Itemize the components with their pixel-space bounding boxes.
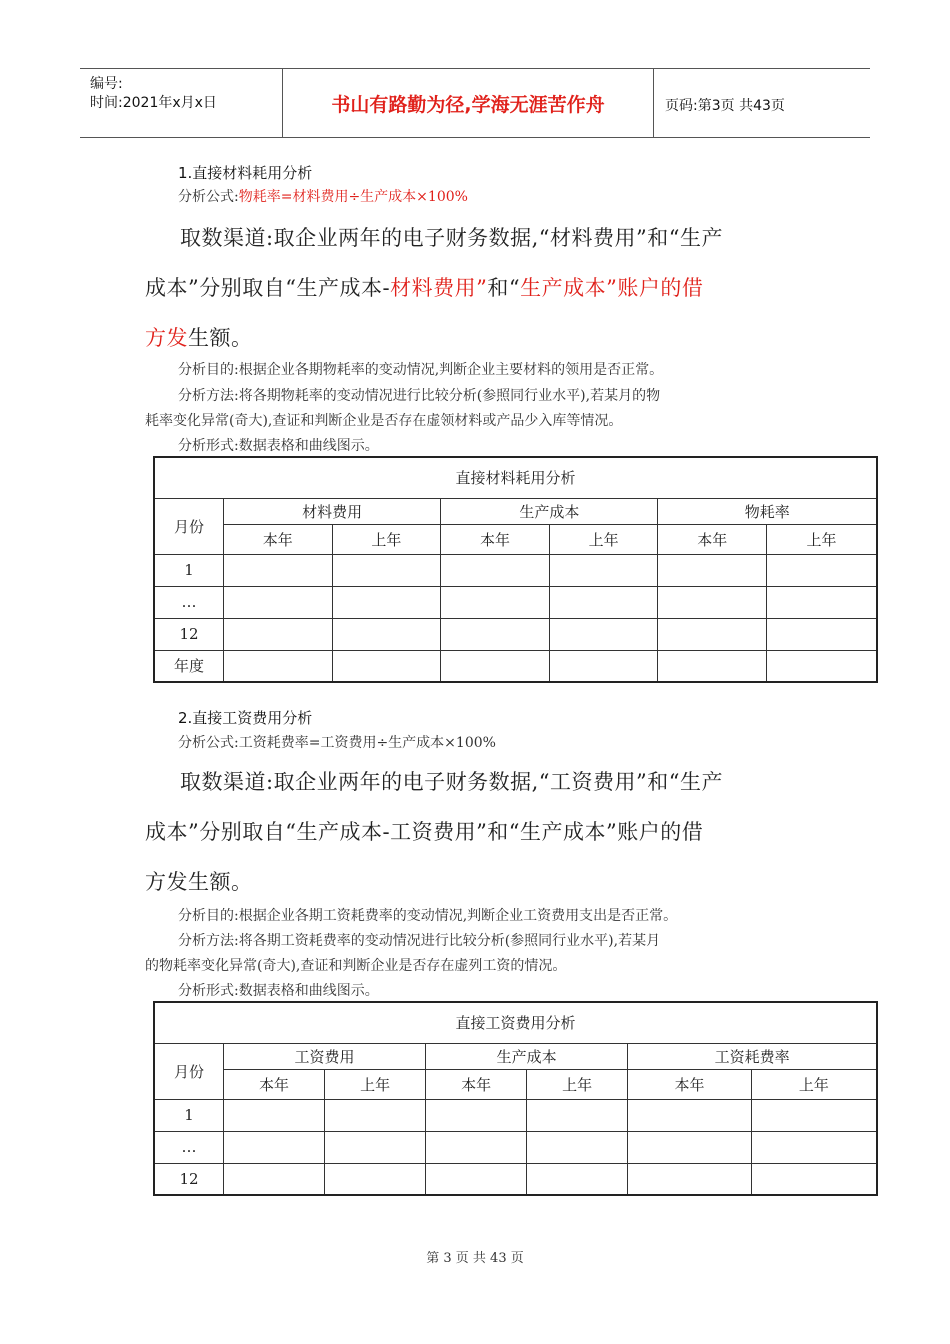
table-title: 直接工资费用分析 <box>154 1002 877 1043</box>
table-row <box>154 1131 877 1163</box>
table-cell <box>332 554 441 586</box>
header-info-cell <box>80 69 283 137</box>
table-cell <box>628 1131 752 1163</box>
table-cell <box>224 554 333 586</box>
sub-header: 本年 <box>224 524 333 554</box>
sub-header: 本年 <box>441 524 550 554</box>
table-cell <box>426 1099 527 1131</box>
page-header <box>80 68 870 138</box>
table-cell <box>767 618 877 650</box>
section2-purpose: 分析目的:根据企业各期工资耗费率的变动情况,判断企业工资费用支出是否正常。 <box>178 908 678 924</box>
table-cell <box>549 586 658 618</box>
group-header: 材料费用 <box>224 498 441 524</box>
table-cell <box>628 1163 752 1195</box>
table-cell <box>441 650 550 682</box>
section2-title: 2.直接工资费用分析 <box>178 709 313 727</box>
formula-text: 物耗率=材料费用÷生产成本×100% <box>238 189 468 205</box>
table-cell <box>549 618 658 650</box>
row-label: 1 <box>154 554 224 586</box>
table-row <box>154 586 877 618</box>
table-cell <box>658 618 767 650</box>
group-header: 生产成本 <box>441 498 658 524</box>
table-cell <box>224 1099 325 1131</box>
section2-source-line2: 成本”分别取自“生产成本-工资费用”和“生产成本”账户的借 <box>145 820 704 844</box>
source-text: 成本”分别取自“生产成本- <box>145 276 391 300</box>
row-label: … <box>154 1131 224 1163</box>
page-info: 页码:第3页 共43页 <box>665 98 785 114</box>
source-text: 和“ <box>487 276 521 300</box>
section2-source-line3: 方发生额。 <box>145 870 253 894</box>
wage-analysis-table <box>153 1001 878 1196</box>
table-cell <box>658 554 767 586</box>
table-cell <box>549 650 658 682</box>
row-label: 12 <box>154 618 224 650</box>
section1-form: 分析形式:数据表格和曲线图示。 <box>178 438 379 454</box>
section2-method-line2: 的物耗率变化异常(奇大),查证和判断企业是否存在虚列工资的情况。 <box>145 958 567 974</box>
table-cell <box>527 1163 628 1195</box>
sub-header: 本年 <box>224 1069 325 1099</box>
section1-purpose: 分析目的:根据企业各期物耗率的变动情况,判断企业主要材料的领用是否正常。 <box>178 362 664 378</box>
table-row <box>154 618 877 650</box>
sub-header: 上年 <box>549 524 658 554</box>
table-title: 直接材料耗用分析 <box>154 457 877 498</box>
table-cell <box>549 554 658 586</box>
section1-source-line3 <box>145 322 253 352</box>
source-text: 生额。 <box>188 326 253 350</box>
table-cell <box>767 650 877 682</box>
table-cell <box>767 586 877 618</box>
table-cell <box>628 1099 752 1131</box>
section2-source-line1: 取数渠道:取企业两年的电子财务数据,“工资费用”和“生产 <box>180 770 723 794</box>
table-cell <box>751 1163 877 1195</box>
table-cell <box>751 1131 877 1163</box>
month-header: 月份 <box>154 1043 224 1099</box>
row-label: 12 <box>154 1163 224 1195</box>
section1-formula <box>178 186 468 206</box>
material-analysis-table <box>153 456 878 683</box>
table-cell <box>658 650 767 682</box>
table-cell <box>441 618 550 650</box>
table-cell <box>325 1163 426 1195</box>
sub-header: 上年 <box>332 524 441 554</box>
sub-header: 上年 <box>767 524 877 554</box>
row-label: 1 <box>154 1099 224 1131</box>
table-cell <box>325 1099 426 1131</box>
table-cell <box>527 1131 628 1163</box>
page-footer: 第 3 页 共 43 页 <box>426 1251 524 1266</box>
table-cell <box>224 1131 325 1163</box>
table-cell <box>441 586 550 618</box>
table-row <box>154 1099 877 1131</box>
sub-header: 本年 <box>426 1069 527 1099</box>
group-header: 工资费用 <box>224 1043 426 1069</box>
table-row <box>154 1163 877 1195</box>
table-cell <box>332 650 441 682</box>
sub-header: 本年 <box>628 1069 752 1099</box>
source-highlight: 材料费用” <box>390 276 488 300</box>
table-cell <box>426 1131 527 1163</box>
section1-source-line2 <box>145 272 703 302</box>
table-cell <box>767 554 877 586</box>
source-highlight: 方发 <box>145 326 188 350</box>
table-cell <box>751 1099 877 1131</box>
time-label: 时间:2021年x月x日 <box>90 95 217 111</box>
table-cell <box>325 1131 426 1163</box>
sub-header: 上年 <box>325 1069 426 1099</box>
sub-header: 上年 <box>751 1069 877 1099</box>
table-cell <box>441 554 550 586</box>
table-cell <box>224 618 333 650</box>
row-label: 年度 <box>154 650 224 682</box>
month-header: 月份 <box>154 498 224 554</box>
sub-header: 本年 <box>658 524 767 554</box>
table-cell <box>426 1163 527 1195</box>
table-cell <box>224 586 333 618</box>
group-header: 生产成本 <box>426 1043 628 1069</box>
source-highlight: 生产成本”账户的借 <box>520 276 704 300</box>
row-label: … <box>154 586 224 618</box>
table-cell <box>332 618 441 650</box>
table-row <box>154 554 877 586</box>
table-row <box>154 650 877 682</box>
sub-header: 上年 <box>527 1069 628 1099</box>
group-header: 工资耗费率 <box>628 1043 877 1069</box>
section1-source-line1: 取数渠道:取企业两年的电子财务数据,“材料费用”和“生产 <box>180 226 723 250</box>
table-cell <box>658 586 767 618</box>
motto: 书山有路勤为径,学海无涯苦作舟 <box>283 69 654 137</box>
section2-form: 分析形式:数据表格和曲线图示。 <box>178 983 379 999</box>
section2-formula: 分析公式:工资耗费率=工资费用÷生产成本×100% <box>178 735 496 751</box>
table-cell <box>224 650 333 682</box>
formula-label: 分析公式: <box>178 189 239 205</box>
section1-title: 1.直接材料耗用分析 <box>178 164 313 182</box>
table-cell <box>527 1099 628 1131</box>
table-cell <box>332 586 441 618</box>
section2-method-line1: 分析方法:将各期工资耗费率的变动情况进行比较分析(参照同行业水平),若某月 <box>178 933 661 949</box>
section1-method-line2: 耗率变化异常(奇大),查证和判断企业是否存在虚领材料或产品少入库等情况。 <box>145 413 623 429</box>
table-cell <box>224 1163 325 1195</box>
section1-method-line1: 分析方法:将各期物耗率的变动情况进行比较分析(参照同行业水平),若某月的物 <box>178 388 661 404</box>
group-header: 物耗率 <box>658 498 877 524</box>
number-label: 编号: <box>90 76 123 92</box>
